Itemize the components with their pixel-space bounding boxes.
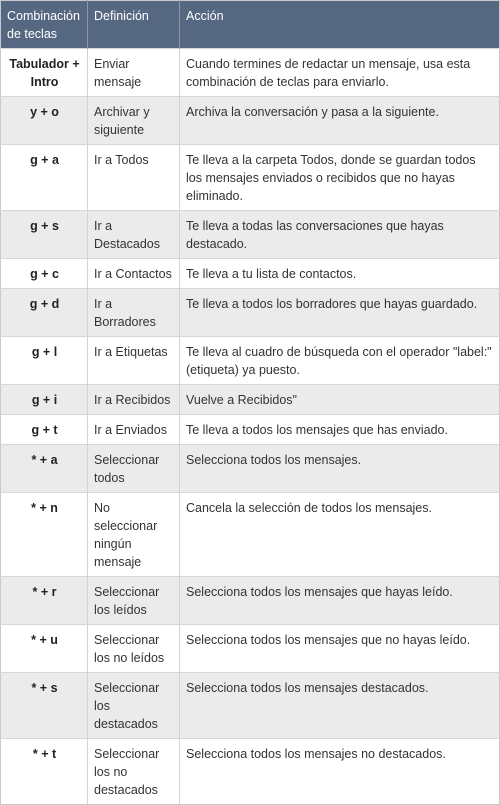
table-row	[1, 49, 500, 97]
keys-cell: Tabulador + Intro	[1, 49, 88, 97]
definition-cell: Ir a Contactos	[88, 259, 180, 289]
keys-cell: g + c	[1, 259, 88, 289]
table-row	[1, 259, 500, 289]
keys-cell: g + i	[1, 385, 88, 415]
table-row	[1, 211, 500, 259]
definition-cell: Ir a Recibidos	[88, 385, 180, 415]
header-keys: Combinación de teclas	[1, 1, 88, 49]
keys-cell: * + s	[1, 673, 88, 739]
keys-cell: g + s	[1, 211, 88, 259]
table-row	[1, 625, 500, 673]
keys-cell: g + d	[1, 289, 88, 337]
table-row	[1, 673, 500, 739]
definition-cell: Seleccionar los no leídos	[88, 625, 180, 673]
keys-cell: g + a	[1, 145, 88, 211]
action-cell: Vuelve a Recibidos"	[180, 385, 500, 415]
table-row	[1, 493, 500, 577]
keys-cell: * + n	[1, 493, 88, 577]
definition-cell: Ir a Enviados	[88, 415, 180, 445]
table-row	[1, 385, 500, 415]
keys-cell: * + t	[1, 739, 88, 805]
table-row	[1, 445, 500, 493]
table-row	[1, 289, 500, 337]
table-row	[1, 739, 500, 805]
keys-cell: * + u	[1, 625, 88, 673]
table-header-row	[1, 1, 500, 49]
action-cell: Selecciona todos los mensajes que hayas leído.	[180, 577, 500, 625]
table-row	[1, 337, 500, 385]
definition-cell: Seleccionar todos	[88, 445, 180, 493]
table-row	[1, 97, 500, 145]
definition-cell: Seleccionar los destacados	[88, 673, 180, 739]
table-row	[1, 415, 500, 445]
keys-cell: g + l	[1, 337, 88, 385]
definition-cell: Ir a Borradores	[88, 289, 180, 337]
definition-cell: Seleccionar los no destacados	[88, 739, 180, 805]
keys-cell: * + r	[1, 577, 88, 625]
action-cell: Te lleva a tu lista de contactos.	[180, 259, 500, 289]
action-cell: Cuando termines de redactar un mensaje, usa esta combinación de teclas para enviarlo.	[180, 49, 500, 97]
action-cell: Te lleva a todos los borradores que hayas guardado.	[180, 289, 500, 337]
keys-cell: g + t	[1, 415, 88, 445]
header-action: Acción	[180, 1, 500, 49]
action-cell: Te lleva a la carpeta Todos, donde se guardan todos los mensajes enviados o recibidos que no hayas eliminado.	[180, 145, 500, 211]
definition-cell: Ir a Destacados	[88, 211, 180, 259]
header-definition: Definición	[88, 1, 180, 49]
definition-cell: Archivar y siguiente	[88, 97, 180, 145]
action-cell: Archiva la conversación y pasa a la siguiente.	[180, 97, 500, 145]
definition-cell: No seleccionar ningún mensaje	[88, 493, 180, 577]
action-cell: Selecciona todos los mensajes destacados.	[180, 673, 500, 739]
action-cell: Te lleva a todas las conversaciones que hayas destacado.	[180, 211, 500, 259]
action-cell: Selecciona todos los mensajes que no hayas leído.	[180, 625, 500, 673]
table-row	[1, 145, 500, 211]
action-cell: Cancela la selección de todos los mensajes.	[180, 493, 500, 577]
definition-cell: Seleccionar los leídos	[88, 577, 180, 625]
table-row	[1, 577, 500, 625]
action-cell: Te lleva al cuadro de búsqueda con el operador "label:" (etiqueta) ya puesto.	[180, 337, 500, 385]
action-cell: Selecciona todos los mensajes no destacados.	[180, 739, 500, 805]
action-cell: Te lleva a todos los mensajes que has enviado.	[180, 415, 500, 445]
action-cell: Selecciona todos los mensajes.	[180, 445, 500, 493]
definition-cell: Ir a Todos	[88, 145, 180, 211]
definition-cell: Ir a Etiquetas	[88, 337, 180, 385]
keys-cell: * + a	[1, 445, 88, 493]
keys-cell: y + o	[1, 97, 88, 145]
definition-cell: Enviar mensaje	[88, 49, 180, 97]
